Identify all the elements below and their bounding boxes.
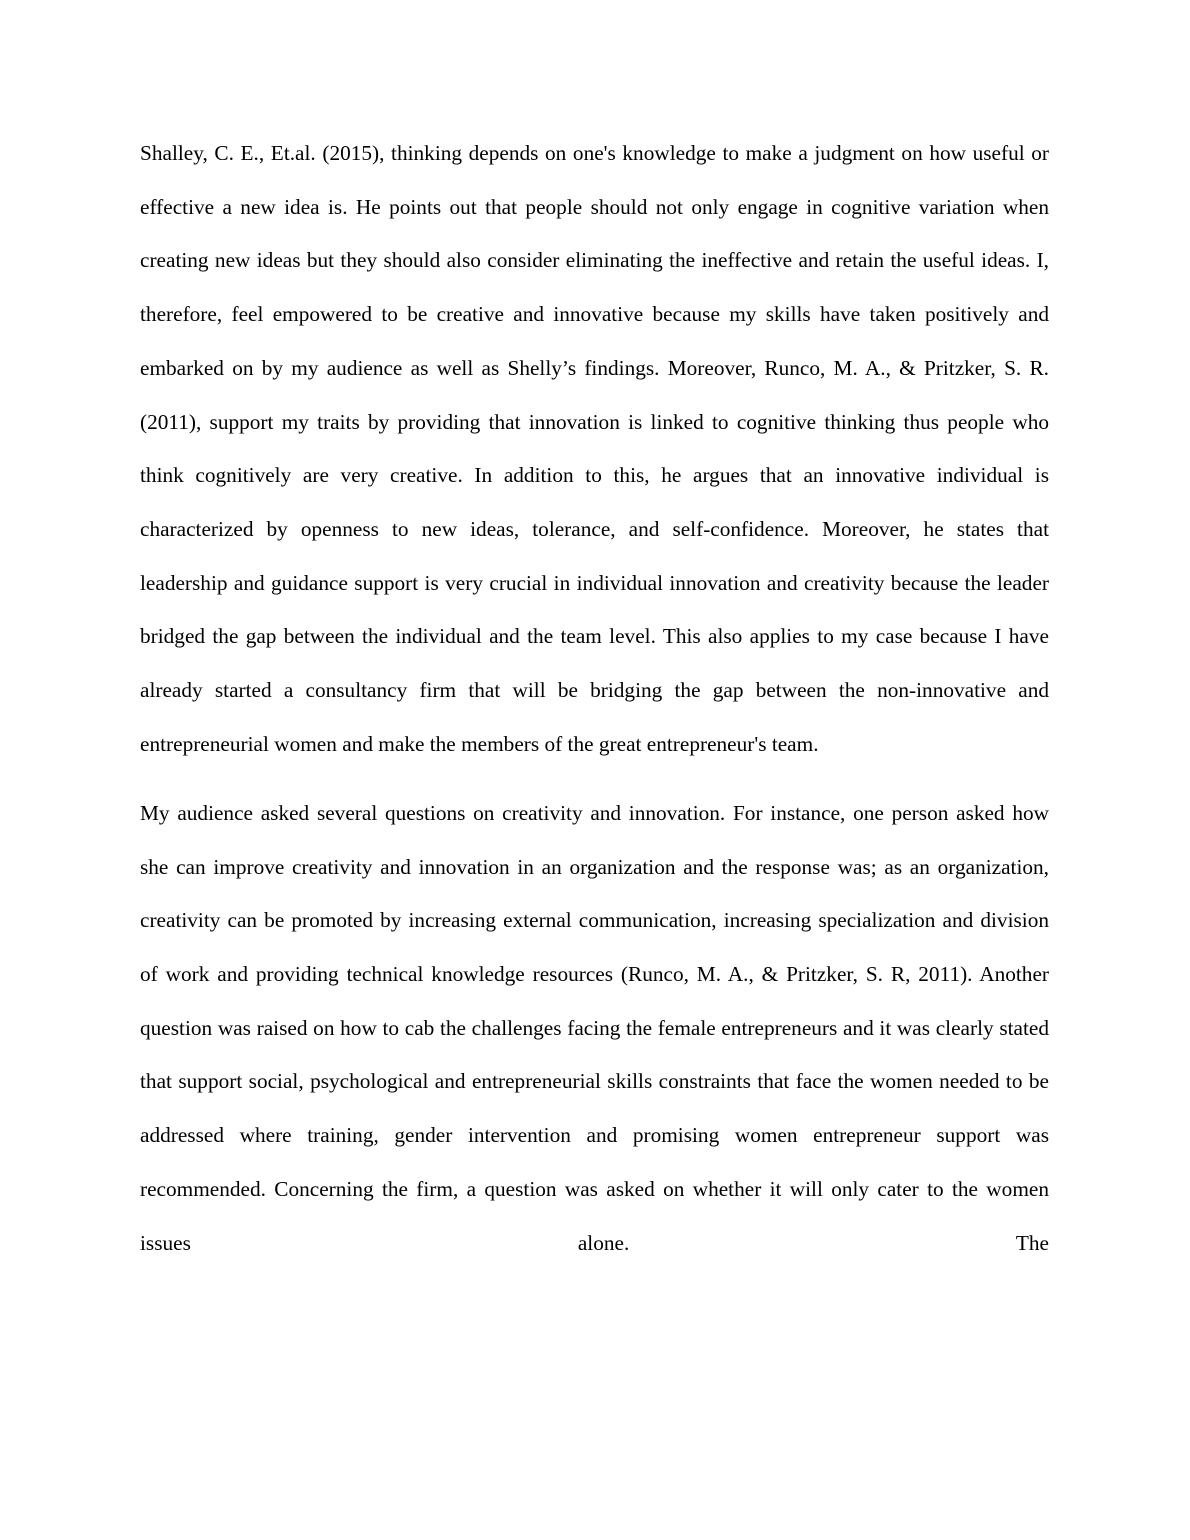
paragraph-creativity-theory: Shalley, C. E., Et.al. (2015), thinking depends on one's knowledge to make a judgment on how useful or effective a new idea is. He points out that people should not only engage in cognitive variation when creating new ideas but they should also consider eliminating the ineffective and retain the useful ideas. I, therefore, feel empowered to be creative and innovative because my skills have taken positively and embarked on by my audience as well as Shelly’s findings. Moreover, Runco, M. A., & Pritzker, S. R. (2011), support my traits by providing that innovation is linked to cognitive thinking thus people who think cognitively are very creative. In addition to this, he argues that an innovative individual is characterized by openness to new ideas, tolerance, and self-confidence. Moreover, he states that leadership and guidance support is very crucial in individual innovation and creativity because the leader bridged the gap between the individual and the team level. This also applies to my case because I have already started a consultancy firm that will be bridging the gap between the non-innovative and entrepreneurial women and make the members of the great entrepreneur's team. bbox=[140, 141, 1049, 756]
document-body bbox=[140, 127, 1049, 1270]
paragraph-audience-questions: My audience asked several questions on creativity and innovation. For instance, one person asked how she can improve creativity and innovation in an organization and the response was; as an organization, creativity can be promoted by increasing external communication, increasing specialization and division of work and providing technical knowledge resources (Runco, M. A., & Pritzker, S. R, 2011). Another question was raised on how to cab the challenges facing the female entrepreneurs and it was clearly stated that support social, psychological and entrepreneurial skills constraints that face the women needed to be addressed where training, gender intervention and promising women entrepreneur support was recommended. Concerning the firm, a question was asked on whether it will only cater to the women issues alone. The bbox=[140, 800, 1049, 1255]
